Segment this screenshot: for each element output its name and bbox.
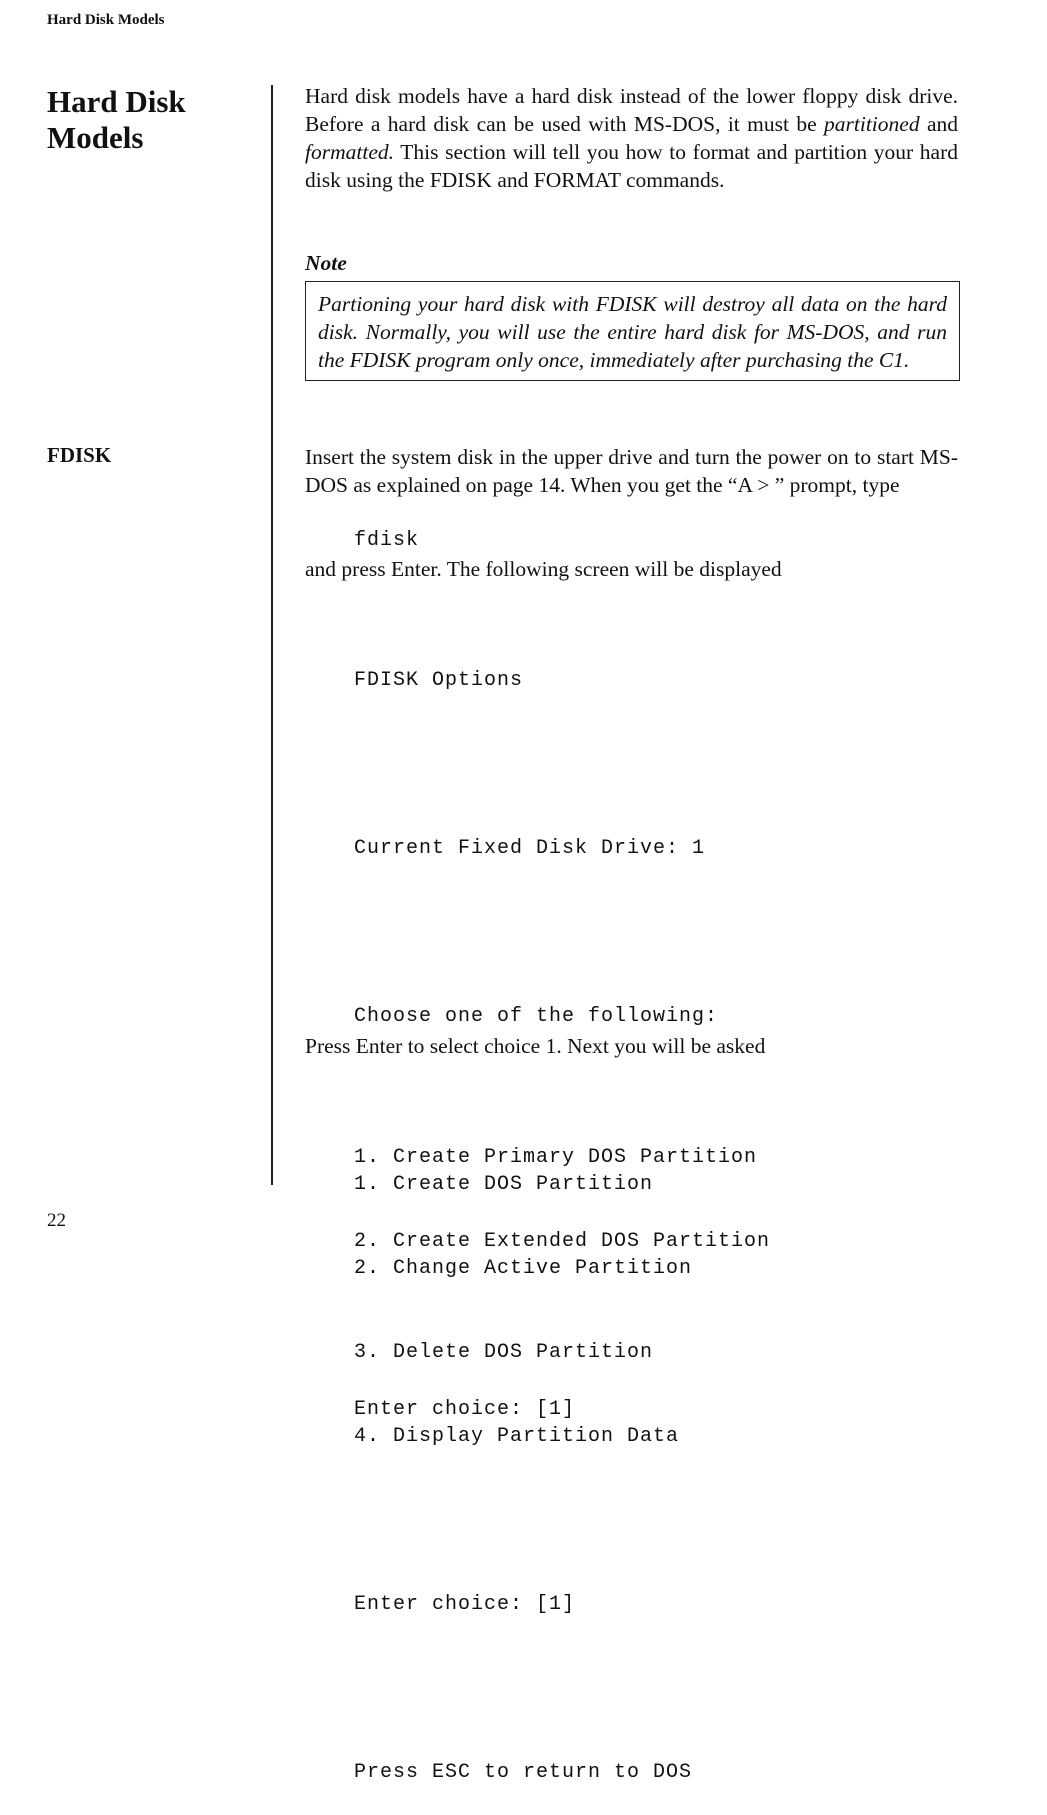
intro-emphasis-partitioned: partitioned xyxy=(824,112,920,136)
screen2-option: 2. Create Extended DOS Partition xyxy=(354,1230,771,1253)
intro-text-1: Hard disk models have a hard disk instead of the lower floppy disk drive. Before a hard disk can be used with MS-DOS, it must be xyxy=(305,84,958,136)
page-number: 22 xyxy=(47,1210,66,1231)
running-header: Hard Disk Models xyxy=(47,12,165,28)
section-title xyxy=(47,84,247,156)
screen2-enter-choice: Enter choice: [1] xyxy=(354,1398,576,1421)
screen-prompt: Choose one of the following: xyxy=(354,1005,719,1028)
after-command-text: and press Enter. The following screen will be displayed xyxy=(305,557,782,581)
screen-title: FDISK Options xyxy=(354,669,524,692)
screen2-option: 1. Create Primary DOS Partition xyxy=(354,1146,758,1169)
fdisk-paragraph: Insert the system disk in the upper drive and turn the power on to start MS-DOS as explained on page 14. When you get the “A > ” prompt, type xyxy=(305,445,958,497)
vertical-divider xyxy=(271,85,273,1185)
screen-option: 2. Change Active Partition xyxy=(354,1257,693,1280)
intro-text-3: This section will tell you how to format and partition your hard disk using the FDISK and FORMAT commands. xyxy=(305,140,958,192)
screen-option: 3. Delete DOS Partition xyxy=(354,1341,654,1364)
fdisk-side-heading: FDISK xyxy=(47,443,112,467)
screen-option: 1. Create DOS Partition xyxy=(354,1173,654,1196)
screen-current-drive: Current Fixed Disk Drive: 1 xyxy=(354,837,706,860)
screen-option: 4. Display Partition Data xyxy=(354,1425,680,1448)
section-title-line-2: Models xyxy=(47,120,144,155)
partition-type-screen xyxy=(354,1088,770,1452)
next-paragraph: Press Enter to select choice 1. Next you will be asked xyxy=(305,1034,766,1058)
intro-emphasis-formatted: formatted. xyxy=(305,140,394,164)
intro-text-2: and xyxy=(919,112,958,136)
section-title-line-1: Hard Disk xyxy=(47,84,186,119)
note-box: Partioning your hard disk with FDISK will destroy all data on the hard disk. Normally, you will use the entire hard disk for MS-DOS, and run the FDISK program only once, immediately after purchasing the C1. xyxy=(305,281,960,381)
intro-paragraph xyxy=(305,82,958,194)
command-fdisk: fdisk xyxy=(354,529,420,552)
screen-enter-choice: Enter choice: [1] xyxy=(354,1593,576,1616)
note-label: Note xyxy=(305,251,347,275)
screen-esc-note: Press ESC to return to DOS xyxy=(354,1761,693,1784)
